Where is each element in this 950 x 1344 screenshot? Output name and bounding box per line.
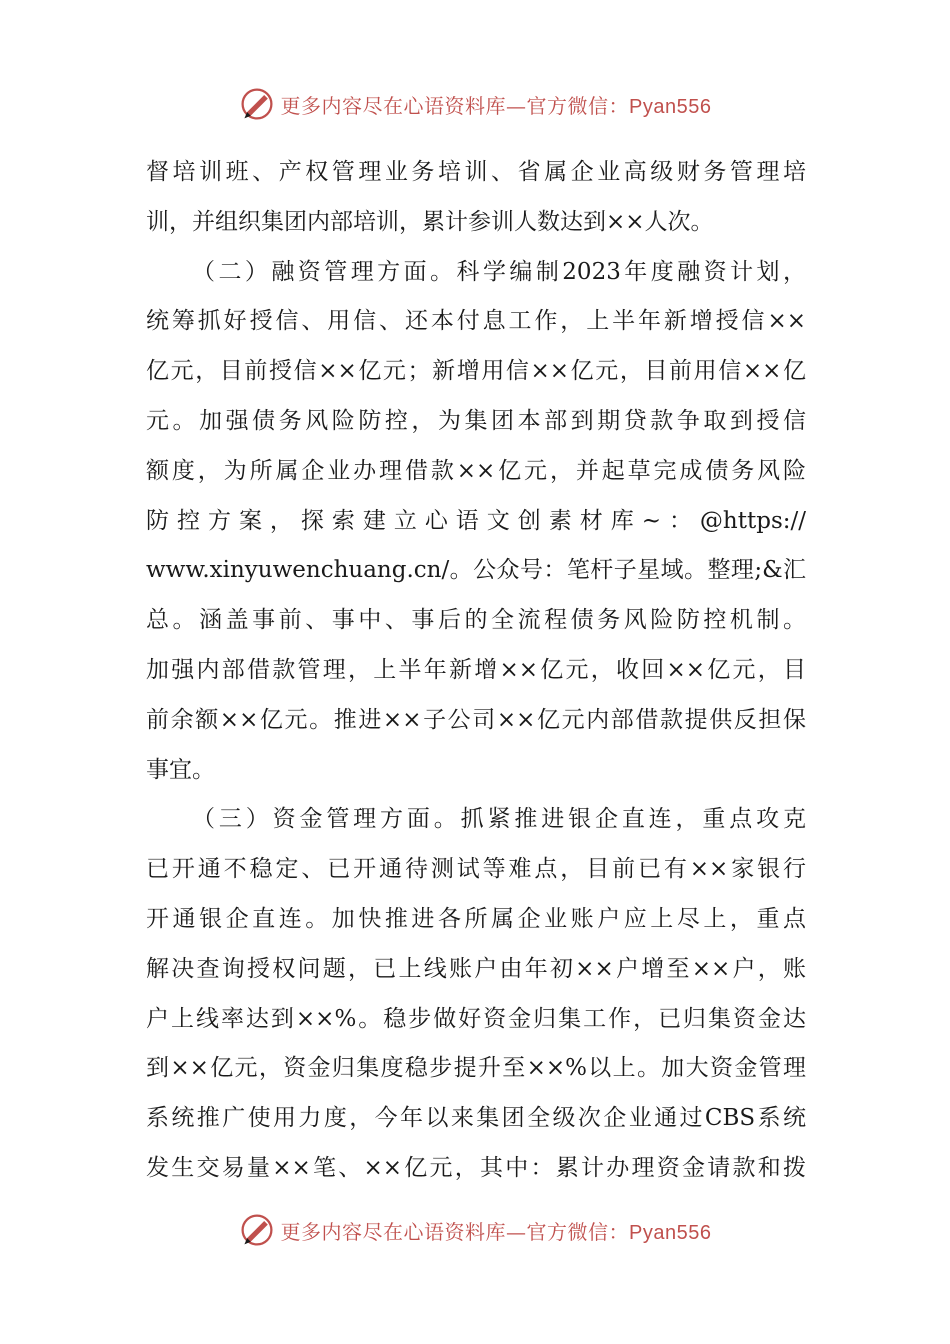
body-line: 总。涵盖事前、事中、事后的全流程债务风险防控机制。 [146,607,806,634]
body-line: 解决查询授权问题，已上线账户由年初××户增至××户，账 [146,955,806,982]
body-line: 开通银企直连。加快推进各所属企业账户应上尽上，重点 [146,905,806,932]
body-line: 亿元，目前授信××亿元；新增用信××亿元，目前用信××亿 [146,358,806,385]
footer-banner-main: 更多内容尽在心语资料库 [280,1219,507,1244]
body-line: 户上线率达到××%。稳步做好资金归集工作，已归集资金达 [146,1005,806,1032]
header-banner-text [281,90,712,119]
body-line: 发生交易量××笔、××亿元，其中：累计办理资金请款和拨 [146,1154,806,1181]
body-line: 训，并组织集团内部培训，累计参训人数达到××人次。 [146,208,714,235]
body-line: 到××亿元，资金归集度稳步提升至××%以上。加大资金管理 [146,1055,806,1082]
body-line: www.xinyuwenchuang.cn/。公众号：笔杆子星域。整理;&汇 [146,557,806,584]
footer-banner [0,1208,950,1252]
footer-banner-id: Pyan556 [629,1221,712,1244]
pen-logo-icon [239,1212,275,1248]
header-banner-main: 更多内容尽在心语资料库 [280,93,507,118]
footer-banner-text [281,1216,712,1245]
footer-banner-suffix: 官方微信： [526,1219,630,1244]
body-line: 统筹抓好授信、用信、还本付息工作，上半年新增授信×× [146,308,806,335]
body-line: 事宜。 [146,756,215,783]
body-line: （三）资金管理方面。抓紧推进银企直连，重点攻克 [192,806,806,833]
body-line: 前余额××亿元。推进××子公司××亿元内部借款提供反担保 [146,706,806,733]
body-line: （二）融资管理方面。科学编制2023年度融资计划， [192,258,806,285]
header-banner-id: Pyan556 [629,95,712,118]
body-line: 系统推广使用力度，今年以来集团全级次企业通过CBS系统 [146,1105,806,1132]
header-banner-suffix: 官方微信： [526,93,630,118]
document-body [146,148,806,1194]
footer-banner-sep: — [506,1219,527,1244]
body-line: 加强内部借款管理，上半年新增××亿元，收回××亿元，目 [146,656,806,683]
body-line: 已开通不稳定、已开通待测试等难点，目前已有××家银行 [146,856,806,883]
body-line: 额度，为所属企业办理借款××亿元，并起草完成债务风险 [146,457,806,484]
body-line: 防控方案，探索建立心语文创素材库~：@https:// [146,507,806,534]
header-banner [0,82,950,126]
header-banner-sep: — [506,93,527,118]
pen-logo-icon [239,86,275,122]
body-line: 督培训班、产权管理业务培训、省属企业高级财务管理培 [146,159,806,185]
body-line: 元。加强债务风险防控，为集团本部到期贷款争取到授信 [146,407,806,434]
